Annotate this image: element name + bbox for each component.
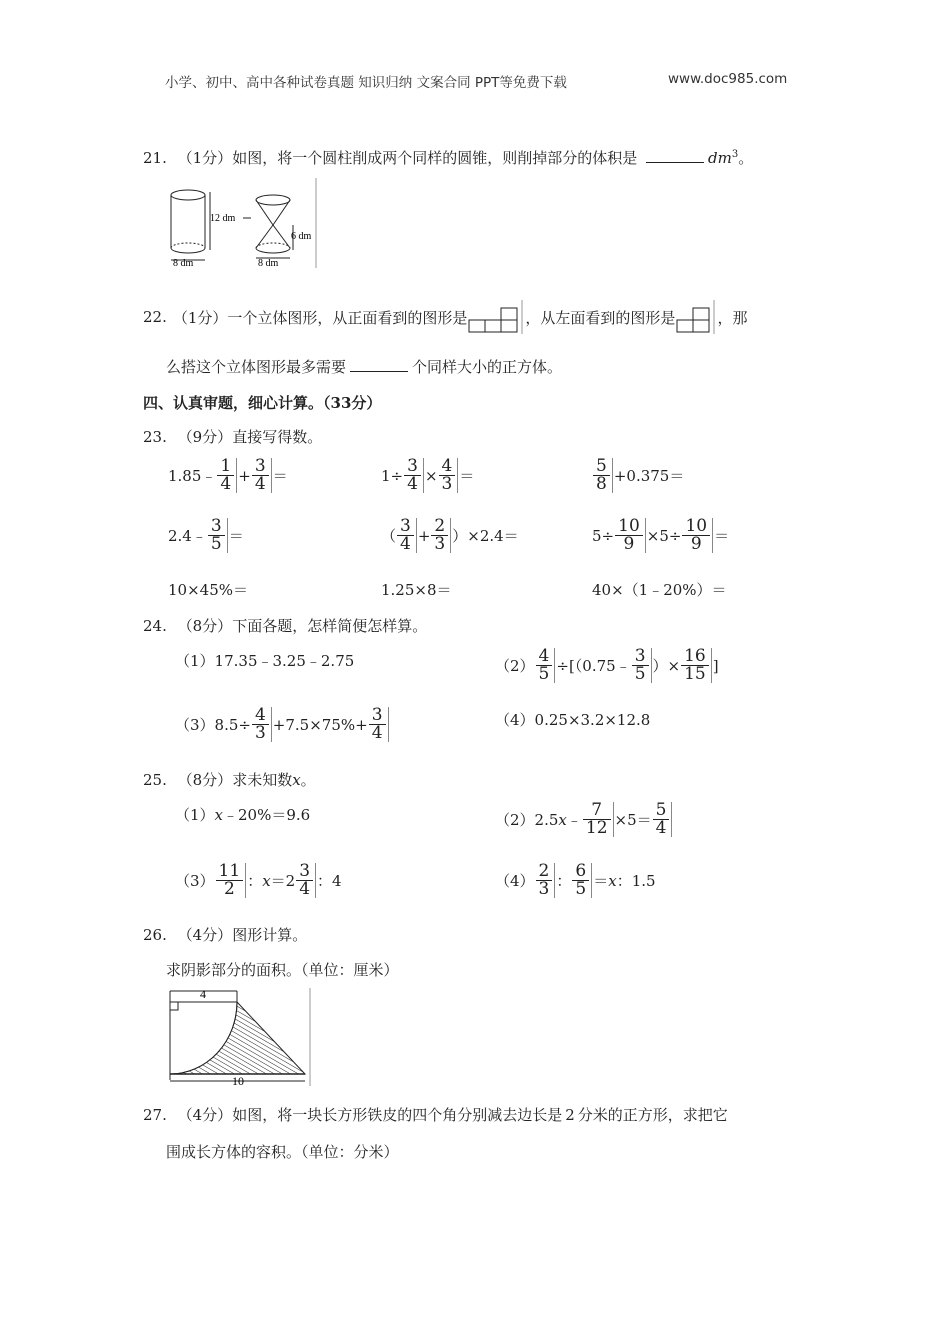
q24-num: 24. [143,617,167,635]
numerator: 6 [572,863,589,881]
denominator: 5 [538,664,550,684]
q24-p2-text3: ）× [652,657,681,675]
q21-num: 21. [143,149,167,167]
denominator: 3 [254,723,266,743]
q25-p3-text2: ： [247,872,263,890]
q23-item-g: 10×45%＝ [168,581,248,599]
q23-e-text3: ）×2.4＝ [452,527,519,545]
q22-answer-blank[interactable] [350,357,408,372]
denominator: 5 [210,534,222,554]
numerator: 5 [593,458,610,476]
q23-item-e [381,518,519,553]
q26-score: （4分） [177,926,233,944]
fraction [439,458,459,493]
q26-fig-top-label: 4 [200,988,206,1001]
question-24 [143,615,427,636]
numerator: 3 [404,458,421,476]
numerator: 16 [681,648,709,666]
q22-text3: ，那 [717,308,748,327]
q27-text2: 分米的正方形，求把它 [577,1106,728,1124]
header-url: www.doc985.com [668,71,788,87]
numerator: 3 [369,707,386,725]
numerator: 3 [397,518,414,536]
q24-p2-text2: ÷[（0.75﹣ [556,657,631,675]
numerator: 7 [583,802,611,820]
denominator: 4 [407,474,418,494]
q25-score: （8分） [177,771,233,789]
denominator: 8 [596,474,607,494]
question-21 [143,147,753,168]
q25-var: x [292,771,301,789]
q23-b-text2: × [424,466,438,485]
q25-p3-var: x [262,871,271,890]
q23-a-text3: ＝ [272,467,288,485]
denominator: 3 [538,879,550,899]
q25-p2-text1: （2）2.5 [495,811,559,829]
q25-part4 [495,863,656,898]
q23-item-h: 1.25×8＝ [381,581,452,599]
fraction [397,518,417,553]
fraction [431,518,451,553]
q22-text4: 么搭这个立体图形最多需要 [166,358,347,376]
q24-part3 [175,707,390,742]
q25-text: 求未知数 [232,771,293,789]
q25-p4-text2: ： [556,872,572,890]
q24-p3-text2: +7.5×75%+ [272,715,368,734]
q27-value: 2 [565,1106,575,1124]
q21-text: 如图，将一个圆柱削成两个同样的圆锥，则削掉部分的体积是 [232,149,638,167]
q21-score: （1分） [177,149,233,167]
fraction [217,458,237,493]
q25-p4-var: x [608,871,617,890]
q23-item-b [381,458,474,493]
fraction [536,648,556,683]
denominator: 12 [585,818,608,838]
denominator: 3 [434,534,446,554]
fraction [296,863,316,898]
numerator: 4 [536,648,553,666]
q23-c-text1: +0.375＝ [613,467,685,485]
denominator: 3 [441,474,453,494]
q21-answer-blank[interactable] [646,148,704,163]
q25-p2-text2: ﹣ [566,811,582,829]
denominator: 4 [254,474,266,494]
q26-fig-bottom-label: 10 [232,1074,244,1088]
q24-p3-text1: （3）8.5÷ [175,716,251,734]
denominator: 4 [299,879,311,899]
q27-text1: 如图，将一块长方形铁皮的四个角分别减去边长是 [232,1106,563,1124]
q26-num: 26. [143,926,167,944]
q21-figure [165,178,320,270]
header-left: 小学、初中、高中各种试卷真题 知识归纳 文案合同 PPT等免费下载 [165,75,567,91]
q27-line2: 围成长方体的容积。（单位：分米） [166,1143,399,1161]
q26-subtext: 求阴影部分的面积。（单位：厘米） [166,961,399,979]
q25-p1-text1: （1） [175,806,215,824]
question-27 [143,1104,728,1125]
q22-score: （1分） [172,308,228,327]
q26-text: 图形计算。 [232,926,308,944]
numerator: 10 [615,518,643,536]
q25-end: 。 [300,771,316,789]
fraction [252,707,272,742]
denominator: 5 [575,879,587,899]
q26-figure [165,988,313,1088]
q22-num: 22. [143,308,167,326]
numerator: 5 [653,802,670,820]
numerator: 4 [252,707,269,725]
numerator: 3 [252,458,269,476]
q24-part2 [495,648,719,683]
fraction [653,802,673,837]
denominator: 5 [634,664,646,684]
q23-item-a [168,458,288,493]
numerator: 2 [536,863,553,881]
q23-item-c [592,458,684,493]
question-22 [143,300,747,334]
numerator: 2 [431,518,448,536]
q24-score: （8分） [177,617,233,635]
fraction [615,518,646,553]
q22-text1: 一个立体图形，从正面看到的图形是 [227,308,468,327]
q24-part1: （1）17.35﹣3.25﹣2.75 [175,652,355,670]
q25-p3-text1: （3） [175,872,215,890]
q23-f-text3: ＝ [714,527,730,545]
front-view-figure [467,300,525,334]
denominator: 9 [623,534,635,554]
q25-p2-text3: ×5＝ [614,811,652,829]
q22-text5: 个同样大小的正方体。 [412,358,563,376]
denominator: 2 [223,879,235,899]
q25-p4-text3: ＝ [593,872,609,890]
fraction [681,648,712,683]
left-view-figure [675,300,717,334]
q23-a-text2: + [238,466,251,485]
q23-item-i: 40×（1﹣20%）＝ [592,581,727,599]
fraction [208,518,228,553]
question-25 [143,769,316,790]
numerator: 3 [208,518,225,536]
fraction [572,863,592,898]
denominator: 4 [655,818,667,838]
denominator: 4 [220,474,232,494]
q22-text2: ，从左面看到的图形是 [525,308,676,327]
q25-p1-text2: ﹣20%＝9.6 [223,806,311,824]
q23-d-text1: 2.4﹣ [168,527,207,545]
q25-p3-text4: ：4 [317,872,342,890]
denominator: 15 [684,664,706,684]
q21-fig-d-cone: 8 dm [258,258,279,269]
fraction [583,802,614,837]
numerator: 3 [296,863,313,881]
q25-part1 [175,804,310,825]
numerator: 3 [632,648,649,666]
q23-item-d [168,518,244,553]
q23-e-text1: （ [381,527,397,545]
q27-num: 27. [143,1106,167,1124]
fraction [536,863,556,898]
q21-unit: dm [707,149,732,167]
q25-num: 25. [143,771,167,789]
fraction [216,863,247,898]
denominator: 9 [690,534,702,554]
q23-e-text2: + [417,526,431,545]
q23-b-text3: ＝ [459,467,475,485]
q23-f-text1: 5÷ [592,526,615,545]
q23-f-text2: ×5÷ [646,526,682,545]
q23-d-text2: ＝ [228,527,244,545]
numerator: 11 [216,863,244,881]
q23-a-text1: 1.85﹣ [168,467,217,485]
denominator: 4 [400,534,411,554]
q21-fig-h-cone: 6 dm [291,231,312,242]
q24-text: 下面各题，怎样简便怎样算。 [232,617,428,635]
fraction [252,458,272,493]
q25-part2 [495,802,673,837]
q21-fig-d-cyl: 8 dm [173,258,194,269]
fraction [632,648,652,683]
q22-line2 [166,356,562,377]
q27-score: （4分） [177,1106,233,1124]
q24-p2-text4: ] [712,656,719,675]
q25-p4-text1: （4） [495,872,535,890]
q23-num: 23. [143,428,167,446]
q24-p2-text1: （2） [495,657,535,675]
section-4-title: 四、认真审题，细心计算。（33分） [143,394,382,412]
q25-p2-var: x [558,810,567,829]
fraction [369,707,389,742]
question-23 [143,426,322,447]
q21-unit-sup: 3 [731,149,739,160]
fraction [404,458,424,493]
numerator: 1 [217,458,234,476]
fraction [593,458,613,493]
q21-fig-h-cyl: 12 dm [210,213,236,224]
q25-p3-text3: ＝2 [270,872,296,890]
q25-part3 [175,863,342,898]
q24-part4: （4）0.25×3.2×12.8 [495,711,651,729]
question-26 [143,924,307,945]
fraction [682,518,713,553]
q23-item-f [592,518,729,553]
q25-p4-text4: ：1.5 [616,872,656,890]
q23-score: （9分） [177,428,233,446]
q23-b-text1: 1÷ [381,466,404,485]
q23-text: 直接写得数。 [232,428,323,446]
q21-end: 。 [738,149,754,167]
denominator: 4 [371,723,383,743]
numerator: 10 [682,518,710,536]
numerator: 4 [439,458,456,476]
q25-p1-var: x [214,806,224,824]
